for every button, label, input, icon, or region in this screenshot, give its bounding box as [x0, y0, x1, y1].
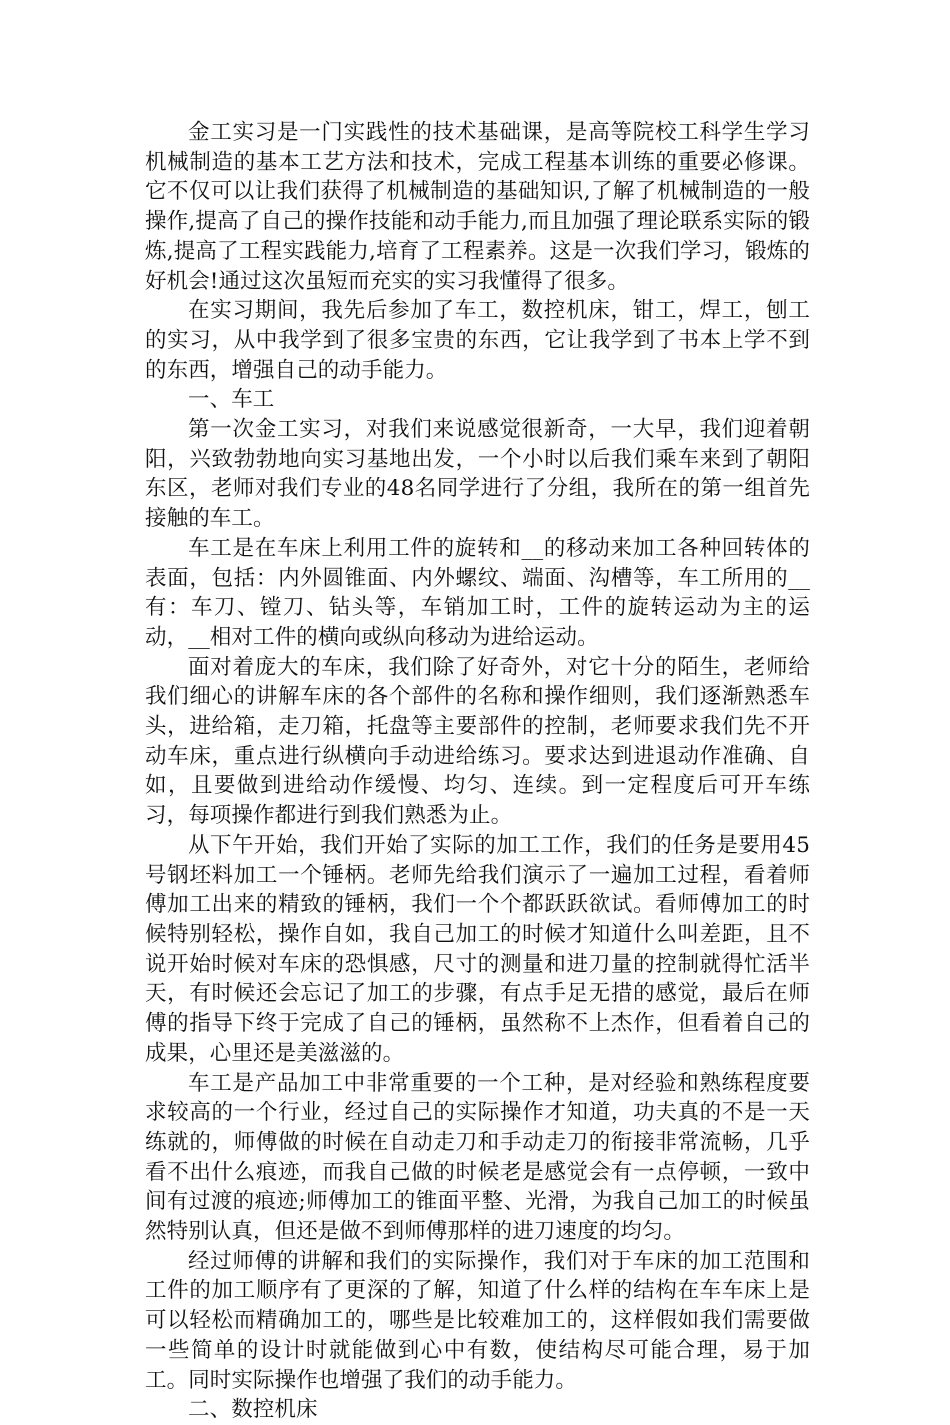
- paragraph-lathe-training: 面对着庞大的车床，我们除了好奇外，对它十分的陌生，老师给我们细心的讲解车床的各个部件的名称和操作细则，我们逐渐熟悉车头，进给箱，走刀箱，托盘等主要部件的控制，老师要求我们先不开动车床，重点进行纵横向手动进给练习。要求达到进退动作准确、自如，且要做到进给动作缓慢、均匀、连续。到一定程度后可开车练习，每项操作都进行到我们熟悉为止。: [145, 654, 810, 829]
- document-page: [145, 118, 810, 1425]
- paragraph-lathe-summary: 经过师傅的讲解和我们的实际操作，我们对于车床的加工范围和工件的加工顺序有了更深的了解，知道了什么样的结构在车车床上是可以轻松而精确加工的，哪些是比较难加工的，这样假如我们需要做一些简单的设计时就能做到心中有数，使结构尽可能合理，易于加工。同时实际操作也增强了我们的动手能力。: [145, 1248, 810, 1393]
- paragraph-first-day: 第一次金工实习，对我们来说感觉很新奇，一大早，我们迎着朝阳，兴致勃勃地向实习基地出发，一个小时以后我们乘车来到了朝阳东区，老师对我们专业的48名同学进行了分组，我所在的第一组首先接触的车工。: [145, 417, 810, 532]
- paragraph-lathe-definition: 车工是在车床上利用工件的旋转和__的移动来加工各种回转体的表面，包括：内外圆锥面、内外螺纹、端面、沟槽等，车工所用的__有：车刀、镗刀、钻头等，车销加工时，工件的旋转运动为主的运动，__相对工件的横向或纵向移动为进给运动。: [145, 535, 810, 650]
- paragraph-internship-overview: 在实习期间，我先后参加了车工，数控机床，钳工，焊工，刨工的实习，从中我学到了很多宝贵的东西，它让我学到了书本上学不到的东西，增强自己的动手能力。: [145, 298, 810, 383]
- paragraph-afternoon-work: 从下午开始，我们开始了实际的加工工作，我们的任务是要用45号钢坯料加工一个锤柄。老师先给我们演示了一遍加工过程，看着师傅加工出来的精致的锤柄，我们一个个都跃跃欲试。看师傅加工的时候特别轻松，操作自如，我自己加工的时候才知道什么叫差距，且不说开始时候对车床的恐惧感，尺寸的测量和进刀量的控制就得忙活半天，有时候还会忘记了加工的步骤，有点手足无措的感觉，最后在师傅的指导下终于完成了自己的锤柄，虽然称不上杰作，但看着自己的成果，心里还是美滋滋的。: [145, 832, 810, 1066]
- section-heading-cnc: 二、数控机床: [188, 1397, 318, 1423]
- paragraph-intro: 金工实习是一门实践性的技术基础课，是高等院校工科学生学习机械制造的基本工艺方法和技术，完成工程基本训练的重要必修课。它不仅可以让我们获得了机械制造的基础知识,了解了机械制造的一般操作,提高了自己的操作技能和动手能力,而且加强了理论联系实际的锻炼,提高了工程实践能力,培育了工程素养。这是一次我们学习，锻炼的好机会!通过这次虽短而充实的实习我懂得了很多。: [145, 120, 810, 294]
- paragraph-lathe-experience: 车工是产品加工中非常重要的一个工种，是对经验和熟练程度要求较高的一个行业，经过自己的实际操作才知道，功夫真的不是一天练就的，师傅做的时候在自动走刀和手动走刀的衔接非常流畅，几乎看不出什么痕迹，而我自己做的时候老是感觉会有一点停顿，一致中间有过渡的痕迹;师傅加工的锥面平整、光滑，为我自己加工的时候虽然特别认真，但还是做不到师傅那样的进刀速度的均匀。: [145, 1070, 810, 1245]
- section-heading-lathe: 一、车工: [188, 387, 275, 413]
